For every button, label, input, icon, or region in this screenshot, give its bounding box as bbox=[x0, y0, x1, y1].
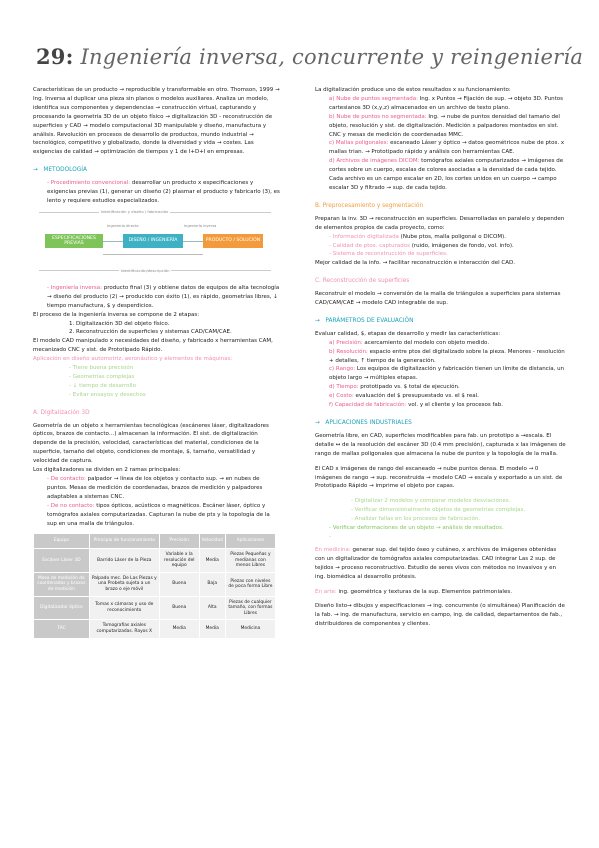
bullet-tests: - Evitar ensayos y desechos bbox=[69, 391, 146, 398]
table-cell: Alta bbox=[199, 596, 225, 620]
preproc-item-1: - Información digitalizada (Nube ptos, malla poligonal o DICOM). bbox=[329, 233, 507, 240]
process-diagram bbox=[39, 208, 271, 278]
table-row bbox=[34, 596, 276, 620]
table-cell: Palpado mec. De Las Piezas y una Probeta sujeta a un brazo o eje móvil bbox=[89, 572, 159, 596]
table-header: Aplicaciones bbox=[225, 534, 275, 549]
table-cell: Baja bbox=[199, 572, 225, 596]
app-bullet-2: - Verificar dimensionalmente objetos de geometrías complejas. bbox=[351, 507, 526, 514]
conventional-procedure: - Procedimiento convencional: desarrollar un producto x especificaciones y exigencias previas (1), generar un diseño (2) plasmar el producto y fabricarlo (3), es lento y requiere estudios especializados. bbox=[47, 180, 280, 204]
cad-paragraph: El modelo CAD manipulado x necesidades del diseño, y fabricado x herramientas CAM, mecanizado CNC y sist. de Prototipado Rápido. bbox=[33, 338, 273, 354]
table-header: Principio de funcionamiento bbox=[89, 534, 159, 549]
diagram-bottom-label: Identificación/descripción bbox=[119, 267, 171, 276]
table-cell: Variable x la resolución del equipo bbox=[159, 549, 199, 573]
digitalizer-division: Los digitalizadores se dividen en 2 ramas principales: bbox=[33, 467, 181, 474]
table-cell: Buena bbox=[159, 596, 199, 620]
preproc-item-3: - Sistema de reconstrucción de superficies. bbox=[329, 251, 448, 258]
applications-paragraph-1: Geometría libre, en CAD, superficies modificables para fab. un prototipo a →escala. El detalle ↔ de la resolución del escáner 3D (0.4 mm precisión), capturada x las imágenes de rango de mallas poligonales que almacena la nube de puntos y la topología de la malla. bbox=[315, 432, 566, 457]
diagram-box-spec: ESPECIFICACIONES PREVIAS bbox=[45, 234, 103, 248]
medicine-paragraph: En medicina: generar sup. del tejido óseo y cutáneo, x archivos de imágenes obtenidas con un digitalizador de tomógrafos axiales computarizadas. CAD integrar Las 2 sup. de tejidos → proceso reconstructivo. Estudio de seres vivos con métodos no invasivos y en ing. biomédica al desarrollo prótesis. bbox=[315, 546, 557, 580]
section-heading-reconstruction: C. Reconstrucción de superficies bbox=[315, 278, 410, 285]
design-paragraph: Diseño listo→ dibujos y especificaciones → ing. concurrente (o simultánea) Planificación de la fab. → ing. de manufactura, servicio en campo, ing. de calidad, departamentos de fab., distribuidores de componentes y clientes. bbox=[315, 603, 565, 628]
result-d: d) Archivos de imágenes DICOM: tomógrafos axiales computarizados → imágenes de cortes sobre un cuerpo, escalas de colores asociadas a la densidad de cada tejido. Cada archivo es un campo escalar en 2D, los cortes unidos en un cuerpo → campo escalar 3D y filtrado → sup. de cada tejido. bbox=[329, 158, 564, 191]
table-header: Velocidad bbox=[199, 534, 225, 549]
digitizer-table bbox=[33, 533, 276, 638]
right-column bbox=[315, 86, 567, 629]
application-line: Aplicación en diseño automotriz, aeronáutico y elementos de máquinas: bbox=[33, 356, 233, 363]
diagram-arrow-direct-label: Ingeniería directa bbox=[107, 223, 139, 228]
table-cell: Piezas Pequeñas y medianas con menos Libres bbox=[225, 549, 275, 573]
left-column bbox=[33, 86, 280, 639]
section-heading-applications: → APLICACIONES INDUSTRIALES bbox=[315, 420, 412, 426]
table-cell: Medicina bbox=[225, 620, 275, 638]
intro-paragraph: Características de un producto → reproducible y transformable en otro. Thomson, 1999 → Ing. Inversa al duplicar una pieza sin planos o modelos auxiliares. Analiza un modelo, identifica sus componentes y dependencias → construcción virtual, capturando y procesando la geometría 3D de un objeto físico → digitalización 3D - reconstrucción de superficies y CAD → modelo computacional 3D manipulable y diseño, manufactura y análisis. Revolución en procesos de desarrollo de productos, mundo industrial → tecnológico, competitivo y globalizado, donde la diversidad y vida → costes. Las exigencias de calidad → optimización de tiempos y 1 de I+D+I en empresas. bbox=[33, 87, 280, 156]
section-heading-metodologia: → METODOLOGÍA bbox=[33, 167, 87, 174]
table-cell: Barrido Láser de la Pieza bbox=[89, 549, 159, 573]
digitalization-paragraph: Geometría de un objeto x herramientas tecnológicas (escáneres láser, digitalizadores ópticos, brazos de contacto…) almacenan la información. El sist. de digitalización depende de la precisión, velocidad, características del material, condiciones de la superficie, tamaño del objeto, condiciones de montaje, $, tamaño, versatilidad y velocidad de captura. bbox=[33, 422, 269, 465]
table-header: Equipo bbox=[34, 534, 90, 549]
eval-item-b: b) Resolución: espacio entre ptos del digitalizado sobre la pieza. Menores - resolución + detalles, ↑ tiempo de la generación. bbox=[329, 348, 565, 364]
reconstruction-paragraph: Reconstruir el modelo → conversión de la malla de triángulos a superficies para sistemas CAD/CAM/CAE → modelo CAD integrable de sup. bbox=[315, 291, 561, 307]
table-row bbox=[34, 620, 276, 638]
table-cell: Media bbox=[199, 549, 225, 573]
eval-item-f: f) Capacidad de fabricación: vol. y el cliente y los procesos fab. bbox=[329, 402, 504, 409]
applications-paragraph-2: El CAD x imágenes de rango del escaneado → nube puntos densa. El modelo → 0 imágenes de rango → sup. reconstruida → modelo CAD → escala y exportado a un sist. de Prototipado Rápido → imprime el objeto por capas. bbox=[315, 465, 563, 490]
title-text: Ingeniería inversa, concurrente y reingeniería bbox=[80, 45, 584, 69]
bullet-geometry: - Geometrías complejas bbox=[69, 373, 135, 380]
preproc-result: Mejor calidad de la info. → facilitar reconstrucción e interacción del CAD. bbox=[315, 260, 515, 267]
stage-2: 2. Reconstrucción de superficies y sistemas CAD/CAM/CAE. bbox=[69, 329, 232, 336]
page-title bbox=[36, 44, 583, 69]
title-number: 29: bbox=[36, 44, 74, 69]
inverse-engineering: - Ingeniería inversa: producto final (3) y obtiene datos de equipos de alta tecnología → diseño del producto (2) → producido con éxito (1), es rápido, geometrías libres, ↓ tiempo manufactura, $ y desperdicios. bbox=[47, 284, 280, 309]
app-bullet-3: - Analizar fallas en los procesos de fabricación. bbox=[351, 516, 481, 523]
app-bullet-4: - Verificar deformaciones de un objeto → análisis de resultados. bbox=[329, 525, 504, 532]
stage-1: 1. Digitalización 3D del objeto físico. bbox=[69, 320, 170, 327]
diagram-arrow-inverse-label: Ingeniería inversa bbox=[184, 223, 217, 228]
table-cell: Tomas x cámaras y uso de reconocimiento bbox=[89, 596, 159, 620]
contact-type: - De contacto: palpador → línea de los objetos y contacto sup. → en nubes de puntos. Mesas de medición de coordenadas, brazos de medición y palpadores adaptables a sistemas CNC. bbox=[47, 476, 263, 500]
table-cell: Escáner Láser 3D bbox=[34, 549, 90, 573]
result-b: b) Nube de puntos no segmentada: Ing. → nube de puntos densidad del tamaño del objeto, resolución y sist. de digitalización. Medición x palpadores montados en sist. CNC y mesas de medición de coordenadas MMC. bbox=[329, 113, 560, 138]
table-cell: TAC bbox=[34, 620, 90, 638]
diagram-top-label: Identificación y diseño / fabricación bbox=[99, 208, 170, 217]
noncontact-type: - De no contacto: tipos ópticos, acústicos o magnéticos. Escáner láser, óptico y tomógrafos axiales computarizadas. Capturan la nube de pts y la topología de la sup en una malla de triángulos. bbox=[47, 502, 270, 527]
bullet-time: - ↓ tiempo de desarrollo bbox=[69, 382, 136, 389]
preproc-item-2: - Calidad de ptos. capturados (ruido, imágenes de fondo, vol. info). bbox=[329, 242, 514, 249]
result-c: c) Mallas poligonales: escaneado Láser y óptico → datos geométricos nube de ptos. x mallas trian. → Prototipado rápido y análisis con herramientas CAE. bbox=[329, 140, 565, 156]
section-heading-evaluation: → PARÁMETROS DE EVALUACIÓN bbox=[315, 317, 414, 324]
table-cell: Tomografías axiales computarizadas. Rayos X bbox=[89, 620, 159, 638]
app-bullet-1: - Digitalizar 2 modelos y comparar modelos desviaciones. bbox=[351, 498, 511, 505]
preprocessing-paragraph: Preparan la inv. 3D → reconstrucción en superficies. Desarrolladas en paralelo y dependen de elementos propios de cada proyecto, como: bbox=[315, 215, 565, 231]
table-header: Precisión bbox=[159, 534, 199, 549]
table-row bbox=[34, 572, 276, 596]
table-cell: Buena bbox=[159, 572, 199, 596]
section-heading-preprocessing: B. Preprocesamiento y segmentación bbox=[315, 202, 424, 209]
section-heading-digitalizacion: A. Digitalización 3D bbox=[33, 409, 90, 416]
table-row bbox=[34, 549, 276, 573]
eval-item-a: a) Precisión: acercamiento del modelo con objeto medido. bbox=[329, 339, 490, 346]
table-cell: Mesa de medición de coordenadas y brazos de medición bbox=[34, 572, 90, 596]
bullet-precision: - Tiene buena precisión bbox=[69, 365, 134, 372]
table-cell: Piezas con niveles de poca forma Libre bbox=[225, 572, 275, 596]
result-a: a) Nube de puntos segmentada: Ing. x Puntos → Fijación de sup. → objeto 3D. Puntos cartesianos 3D (x,y,z) almacenados en un archivo de texto plano. bbox=[329, 95, 563, 111]
app-bullet-5: - bbox=[329, 533, 331, 540]
diagram-box-diseno: DISEÑO / INGENIERÍA bbox=[123, 234, 183, 248]
table-cell: Digitalizador óptico bbox=[34, 596, 90, 620]
eval-item-e: e) Costo: evaluación del $ presupuestado vs. el $ real. bbox=[329, 393, 479, 400]
table-cell: Media bbox=[159, 620, 199, 638]
table-cell: Piezas de cualquier tamaño, con formas Libres bbox=[225, 596, 275, 620]
table-cell: Media bbox=[199, 620, 225, 638]
evaluation-paragraph: Evaluar calidad, $, etapas de desarrollo y medir las características: bbox=[315, 330, 501, 337]
table-header-row bbox=[34, 534, 276, 549]
eval-item-d: d) Tiempo: prototipado vs. $ total de ejecución. bbox=[329, 384, 460, 391]
results-intro: La digitalización produce uno de estos resultados x su funcionamiento: bbox=[315, 87, 511, 93]
diagram-box-producto: PRODUCTO / SOLUCIÓN bbox=[203, 234, 263, 248]
eval-item-c: c) Rango: Los equipos de digitalización y fabricación tienen un límite de distancia, un objeto largo → múltiples etapas. bbox=[329, 366, 565, 382]
process-intro: El proceso de la ingeniería inversa se compone de 2 etapas: bbox=[33, 311, 200, 318]
art-paragraph: En arte: ing. geométrica y texturas de la sup. Elementos patrimoniales. bbox=[315, 588, 512, 595]
